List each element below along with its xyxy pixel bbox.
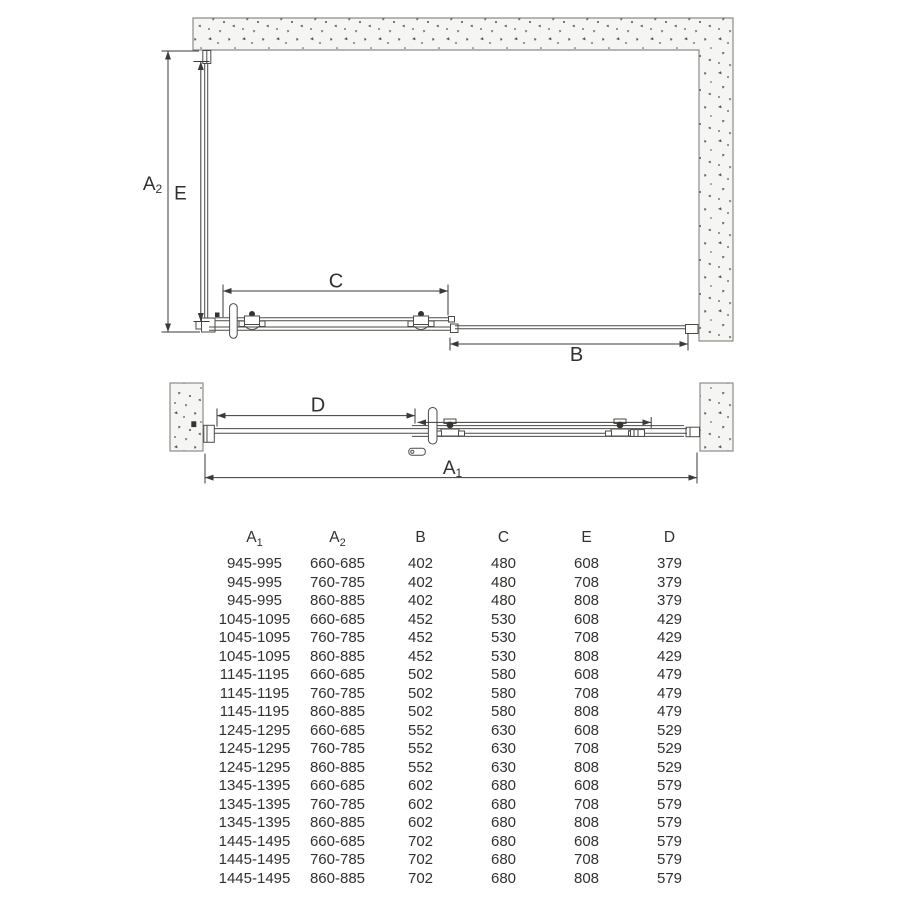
- dim-label-c: C: [328, 270, 344, 293]
- table-cell: 760-785: [309, 851, 366, 868]
- dim-label-e: E: [174, 183, 187, 205]
- table-cell: 479: [656, 703, 683, 720]
- table-cell: 680: [490, 869, 517, 887]
- table-cell: 452: [407, 647, 434, 665]
- table-cell: 530: [490, 610, 517, 628]
- table-cell: 429: [656, 629, 683, 646]
- table-cell: 608: [573, 555, 600, 572]
- table-cell: 529: [656, 740, 683, 757]
- table-cell: 579: [656, 851, 683, 868]
- table-cell: 452: [407, 629, 434, 646]
- table-cell: 1445-1495: [218, 869, 291, 887]
- dim-label-b: B: [569, 344, 584, 366]
- table-row: [213, 574, 711, 593]
- table-cell: 502: [407, 684, 434, 702]
- table-cell: 945-995: [226, 592, 283, 609]
- table-cell: 1045-1095: [218, 610, 291, 628]
- table-cell: 579: [656, 814, 683, 831]
- col-header-e: E: [581, 529, 592, 546]
- table-row: [213, 870, 711, 889]
- table-cell: 452: [407, 610, 434, 628]
- table-cell: 945-995: [226, 555, 283, 572]
- table-cell: 860-885: [309, 703, 366, 720]
- table-row: [213, 759, 711, 778]
- table-row: [213, 703, 711, 722]
- table-cell: 1245-1295: [218, 721, 291, 739]
- table-cell: 608: [573, 610, 600, 628]
- table-cell: 708: [573, 795, 600, 813]
- table-cell: 680: [490, 814, 517, 831]
- table-cell: 479: [656, 666, 683, 683]
- table-cell: 579: [656, 832, 683, 850]
- table-cell: 502: [407, 666, 434, 683]
- table-cell: 708: [573, 851, 600, 868]
- wall-right: [700, 383, 733, 451]
- table-cell: 580: [490, 684, 517, 702]
- table-row: [213, 648, 711, 667]
- col-header-c: C: [497, 529, 510, 546]
- table-cell: 702: [407, 851, 434, 868]
- table-cell: 529: [656, 758, 683, 776]
- table-row: [213, 851, 711, 870]
- table-cell: 708: [573, 629, 600, 646]
- fixed-front-panel-plan: [455, 325, 698, 334]
- table-cell: 552: [407, 740, 434, 757]
- table-cell: 808: [573, 814, 600, 831]
- table-cell: 480: [490, 555, 517, 572]
- col-header-d: D: [663, 529, 676, 546]
- table-cell: 1345-1395: [218, 814, 291, 831]
- table-row: [213, 777, 711, 796]
- table-cell: 630: [490, 740, 517, 757]
- table-cell: 529: [656, 721, 683, 739]
- table-cell: 579: [656, 869, 683, 887]
- anti-jump-block: [631, 430, 645, 437]
- table-cell: 479: [656, 684, 683, 702]
- table-cell: 402: [407, 592, 434, 609]
- table-cell: 402: [407, 555, 434, 572]
- table-row: [213, 833, 711, 852]
- table-cell: 860-885: [309, 814, 366, 831]
- dim-label-a1: A1: [442, 458, 463, 480]
- dimension-e: [194, 62, 210, 322]
- table-row: [213, 666, 711, 685]
- table-cell: 660-685: [309, 777, 366, 794]
- col-header-b: B: [415, 529, 426, 546]
- table-row: [213, 814, 711, 833]
- table-cell: 1445-1495: [218, 832, 291, 850]
- table-row: [213, 796, 711, 815]
- table-cell: 608: [573, 721, 600, 739]
- table-cell: 429: [656, 647, 683, 665]
- table-cell: 808: [573, 758, 600, 776]
- table-cell: 379: [656, 573, 683, 591]
- table-cell: 1345-1395: [218, 795, 291, 813]
- roller-icon: [436, 419, 465, 436]
- table-row: [213, 611, 711, 630]
- table-row: [213, 629, 711, 648]
- dim-label-a2: A2: [142, 174, 163, 196]
- table-row: [213, 685, 711, 704]
- table-cell: 702: [407, 869, 434, 887]
- dimensions-table: [213, 555, 711, 888]
- table-row: [213, 740, 711, 759]
- dim-label-d: D: [310, 394, 326, 417]
- col-header-a1: $A_1$: [246, 529, 263, 550]
- table-cell: 945-995: [226, 573, 283, 591]
- table-cell: 760-785: [309, 629, 366, 646]
- table-cell: 379: [656, 555, 683, 572]
- table-cell: 630: [490, 758, 517, 776]
- table-cell: 680: [490, 777, 517, 794]
- table-cell: 552: [407, 758, 434, 776]
- table-cell: 808: [573, 703, 600, 720]
- table-cell: 1245-1295: [218, 740, 291, 757]
- table-cell: 1045-1095: [218, 629, 291, 646]
- table-cell: 530: [490, 647, 517, 665]
- table-cell: 760-785: [309, 573, 366, 591]
- table-cell: 860-885: [309, 758, 366, 776]
- floor-guide: [409, 448, 426, 455]
- table-cell: 580: [490, 703, 517, 720]
- side-glass-panel: [203, 51, 211, 332]
- table-cell: 860-885: [309, 592, 366, 609]
- table-cell: 608: [573, 666, 600, 683]
- wall-profile-right: [686, 427, 700, 437]
- wall-left: [170, 383, 203, 451]
- table-cell: 602: [407, 814, 434, 831]
- table-cell: 660-685: [309, 555, 366, 572]
- table-cell: 660-685: [309, 832, 366, 850]
- table-cell: 379: [656, 592, 683, 609]
- table-cell: 630: [490, 721, 517, 739]
- table-cell: 660-685: [309, 610, 366, 628]
- table-cell: 552: [407, 721, 434, 739]
- table-cell: 1145-1195: [219, 684, 290, 702]
- table-cell: 708: [573, 684, 600, 702]
- table-cell: 760-785: [309, 740, 366, 757]
- table-cell: 1045-1095: [218, 647, 291, 665]
- handle-knob-plan: [230, 304, 238, 339]
- table-cell: 1245-1295: [218, 758, 291, 776]
- table-cell: 608: [573, 777, 600, 794]
- table-cell: 1445-1495: [218, 851, 291, 868]
- table-cell: 760-785: [309, 795, 366, 813]
- col-header-a2: $A_2$: [329, 529, 346, 550]
- plan-view: [143, 18, 733, 366]
- table-cell: 602: [407, 777, 434, 794]
- table-cell: 608: [573, 832, 600, 850]
- table-cell: 579: [656, 795, 683, 813]
- front-view: [170, 383, 733, 484]
- table-cell: 680: [490, 795, 517, 813]
- table-cell: 708: [573, 573, 600, 591]
- table-cell: 680: [490, 851, 517, 868]
- table-cell: 480: [490, 592, 517, 609]
- table-cell: 402: [407, 573, 434, 591]
- table-cell: 808: [573, 869, 600, 887]
- table-cell: 860-885: [309, 869, 366, 887]
- table-cell: 708: [573, 740, 600, 757]
- table-cell: 680: [490, 832, 517, 850]
- table-cell: 702: [407, 832, 434, 850]
- table-cell: 429: [656, 610, 683, 628]
- table-cell: 580: [490, 666, 517, 683]
- wall-plan: [193, 18, 733, 341]
- table-cell: 602: [407, 795, 434, 813]
- table-cell: 660-685: [309, 721, 366, 739]
- table-cell: 530: [490, 629, 517, 646]
- table-cell: 1145-1195: [219, 703, 290, 720]
- table-row: [213, 592, 711, 611]
- table-cell: 502: [407, 703, 434, 720]
- table-row: [213, 722, 711, 741]
- table-cell: 760-785: [309, 684, 366, 702]
- table-cell: 1145-1195: [219, 666, 290, 683]
- table-cell: 1345-1395: [218, 777, 291, 794]
- table-cell: 808: [573, 592, 600, 609]
- dimensions-table-header: [213, 527, 711, 548]
- table-cell: 860-885: [309, 647, 366, 665]
- table-cell: 579: [656, 777, 683, 794]
- table-cell: 480: [490, 573, 517, 591]
- table-cell: 660-685: [309, 666, 366, 683]
- table-cell: 808: [573, 647, 600, 665]
- table-row: [213, 555, 711, 574]
- handle-knob-front: [428, 408, 437, 445]
